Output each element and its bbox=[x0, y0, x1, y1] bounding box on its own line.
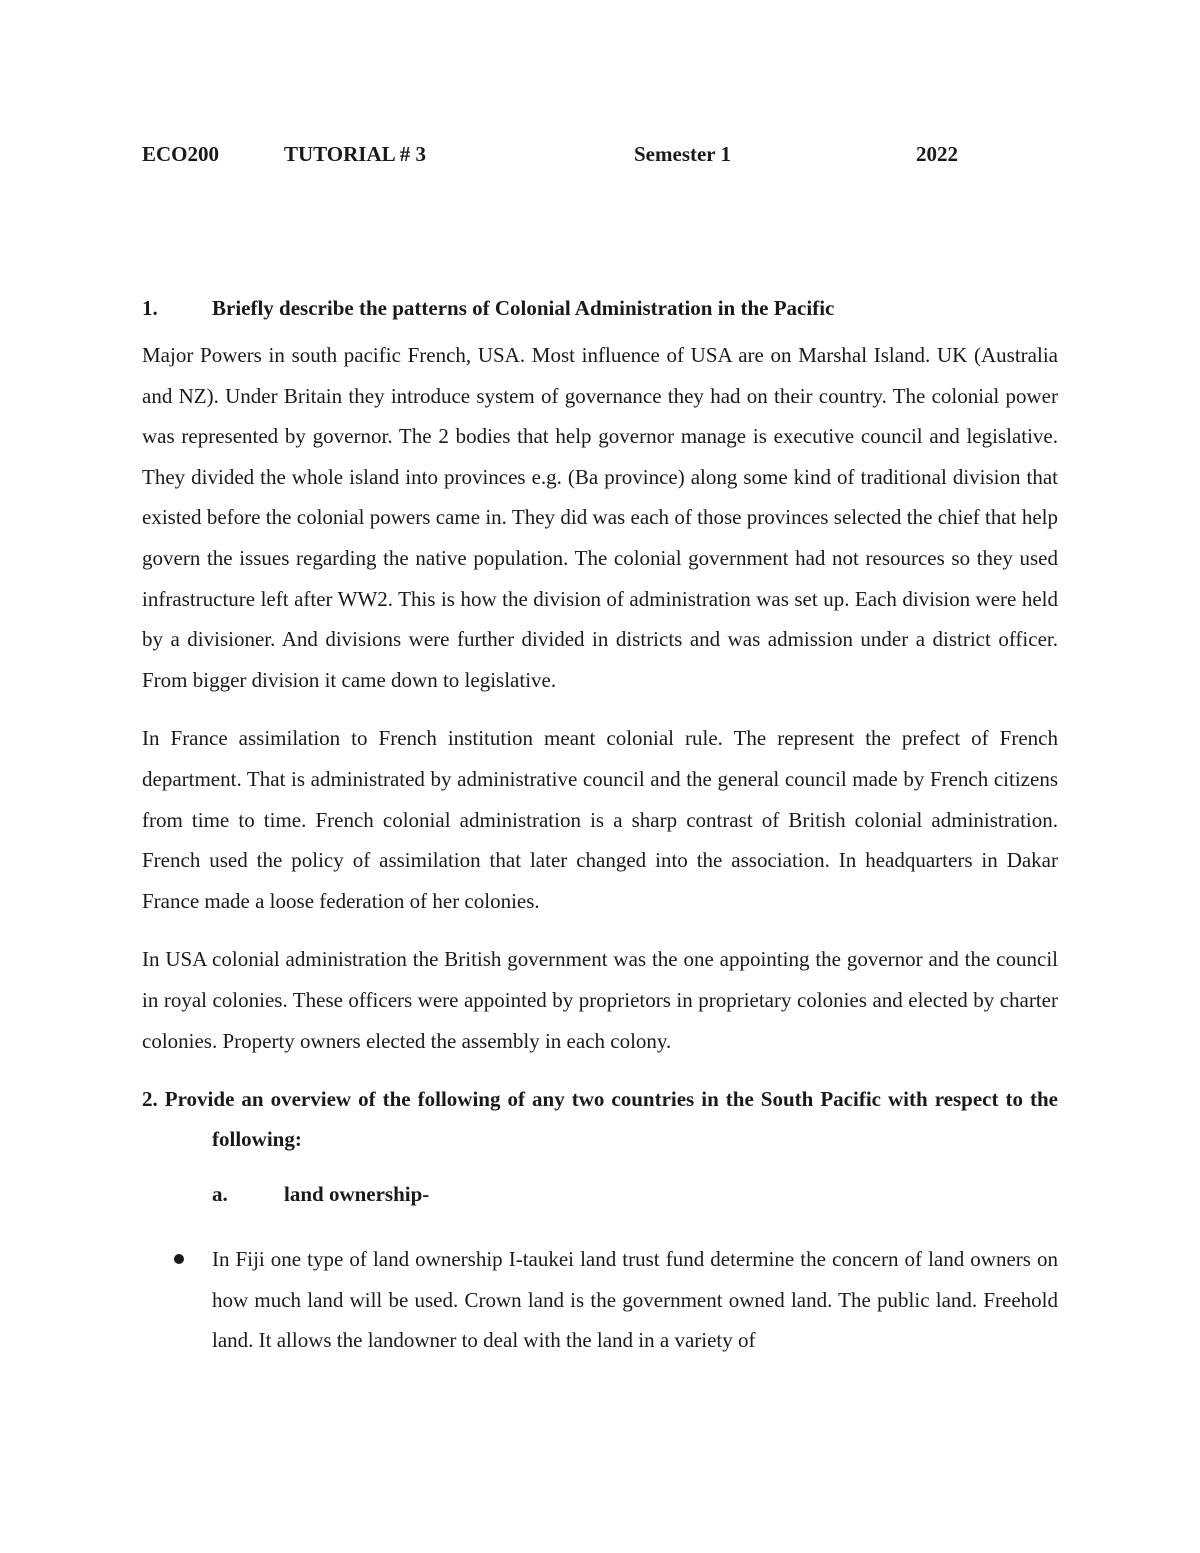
question-1-number: 1. bbox=[142, 296, 158, 320]
list-item bbox=[212, 1239, 1058, 1361]
subquestion-a-letter: a. bbox=[212, 1182, 228, 1207]
course-code: ECO200 bbox=[142, 142, 220, 166]
question-1-text: Briefly describe the patterns of Colonial Administration in the Pacific bbox=[212, 296, 835, 320]
document-header bbox=[0, 142, 1200, 172]
answer-1-paragraph-usa: In USA colonial administration the British government was the one appointing the governor and the council in royal colonies. These officers were appointed by proprietors in proprietary colonies and elected by charter colonies. Property owners elected the assembly in each colony. bbox=[142, 947, 1058, 1053]
document-body bbox=[142, 293, 1058, 1361]
answer-1-paragraph-france: In France assimilation to French institution meant colonial rule. The represent the prefect of French department. That is administrated by administrative council and the general council made by French citizens from time to time. French colonial administration is a sharp contrast of British colonial administration. French used the policy of assimilation that later changed into the association. In headquarters in Dakar France made a loose federation of her colonies. bbox=[142, 726, 1058, 913]
bullet-text: In Fiji one type of land ownership I-taukei land trust fund determine the concern of land owners on how much land will be used. Crown land is the government owned land. The public land. Freehold land. It allows the landowner to deal with the land in a variety of bbox=[212, 1247, 1058, 1353]
answer-1-paragraph-british: Major Powers in south pacific French, USA. Most influence of USA are on Marshal Island. UK (Australia and NZ). Under Britain they introduce system of governance they had on their country. The colonial power was represented by governor. The 2 bodies that help governor manage is executive council and legislative. They divided the whole island into provinces e.g. (Ba province) along some kind of traditional division that existed before the colonial powers came in. They did was each of those provinces selected the chief that help govern the issues regarding the native population. The colonial government had not resources so they used infrastructure left after WW2. This is how the division of administration was set up. Each division were held by a divisioner. And divisions were further divided in districts and was admission under a district officer. From bigger division it came down to legislative. bbox=[142, 343, 1058, 692]
question-2-number: 2. bbox=[142, 1087, 158, 1112]
question-2-text: Provide an overview of the following of any two countries in the South Pacific with respect to the following: bbox=[164, 1087, 1058, 1152]
semester-label: Semester 1 bbox=[634, 142, 731, 166]
bullet-icon bbox=[174, 1254, 184, 1264]
subquestion-a-heading bbox=[212, 1179, 1058, 1209]
tutorial-number: TUTORIAL # 3 bbox=[284, 142, 426, 166]
year-label: 2022 bbox=[916, 142, 958, 166]
question-1-heading bbox=[142, 293, 1058, 323]
subquestion-a-text: land ownership- bbox=[284, 1182, 430, 1207]
question-2-heading bbox=[142, 1079, 1058, 1159]
